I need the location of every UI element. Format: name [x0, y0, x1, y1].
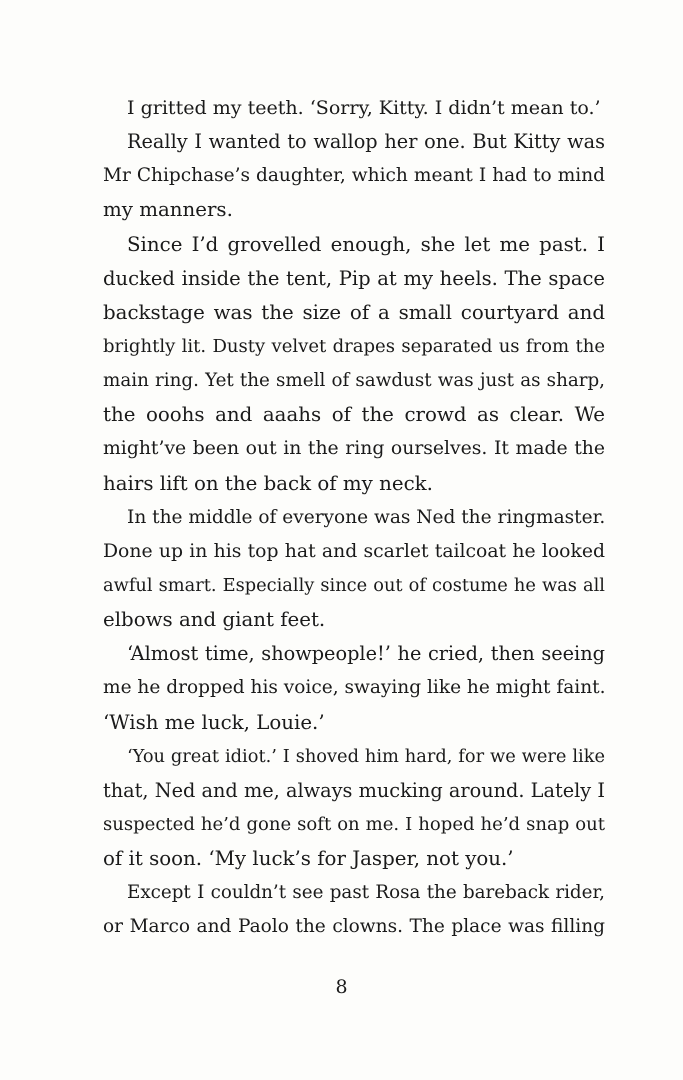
text-line: ‘Almost time, showpeople!’ he cried, then seeing	[127, 642, 605, 666]
text-line: Done up in his top hat and scarlet tailcoat he looked	[103, 540, 605, 562]
paragraph	[103, 228, 605, 501]
paragraph	[103, 740, 605, 877]
text-line: ‘You great idiot.’ I shoved him hard, for we were like	[127, 745, 605, 767]
text-line: suspected he’d gone soft on me. I hoped he’d snap out	[103, 813, 605, 835]
text-line: awful smart. Especially since out of costume he was all	[103, 574, 605, 596]
text-line: In the middle of everyone was Ned the ringmaster.	[127, 506, 606, 528]
paragraph	[103, 91, 605, 125]
text-line: elbows and giant feet.	[103, 608, 326, 632]
text-line: Since I’d grovelled enough, she let me past. I	[127, 232, 605, 256]
paragraph	[103, 876, 605, 944]
text-line: backstage was the size of a small courtyard and	[103, 300, 605, 324]
text-line: Mr Chipchase’s daughter, which meant I had to mind	[103, 165, 605, 187]
text-line: Really I wanted to wallop her one. But Kitty was	[127, 130, 605, 154]
text-line: the ooohs and aaahs of the crowd as clear. We	[103, 403, 605, 427]
text-line: main ring. Yet the smell of sawdust was just as sharp,	[103, 370, 605, 392]
text-line: brightly lit. Dusty velvet drapes separated us from the	[103, 335, 605, 357]
text-line: I gritted my teeth. ‘Sorry, Kitty. I didn’t mean to.’	[127, 97, 601, 119]
text-line: might’ve been out in the ring ourselves. It made the	[103, 438, 605, 460]
body-text	[103, 91, 605, 945]
text-line: me he dropped his voice, swaying like he might faint.	[103, 677, 606, 699]
text-line: hairs lift on the back of my neck.	[103, 471, 433, 495]
text-line: my manners.	[103, 198, 233, 222]
paragraph	[103, 501, 605, 638]
text-line: or Marco and Paolo the clowns. The place was filling	[103, 916, 605, 938]
paragraph	[103, 125, 605, 227]
text-line: of it soon. ‘My luck’s for Jasper, not you.’	[103, 847, 514, 871]
text-line: Except I couldn’t see past Rosa the bareback rider,	[127, 882, 605, 904]
page-number: 8	[335, 976, 348, 998]
paragraph	[103, 637, 605, 739]
text-line: that, Ned and me, always mucking around. Lately I	[103, 778, 605, 802]
text-line: ducked inside the tent, Pip at my heels. The space	[103, 266, 605, 290]
text-line: ‘Wish me luck, Louie.’	[103, 710, 325, 734]
